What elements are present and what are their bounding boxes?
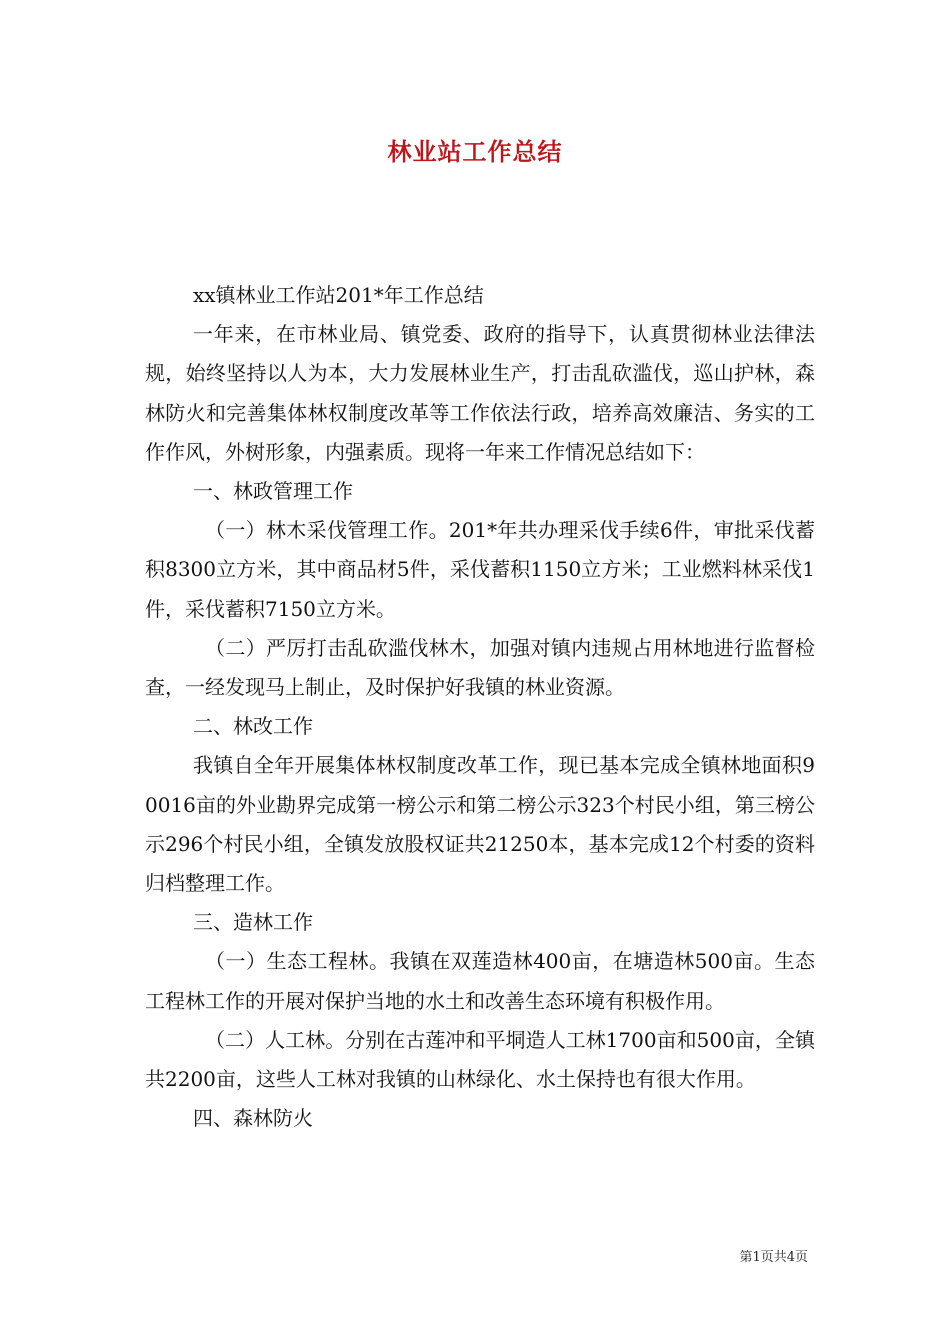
document-title: 林业站工作总结 xyxy=(387,138,563,166)
paragraph-logging-management: （一）林木采伐管理工作。201*年共办理采伐手续6件，审批采伐蓄积8300立方米，其中商品材5件，采伐蓄积1150立方米；工业燃料林采伐1件，采伐蓄积7150立方米。 xyxy=(145,518,815,621)
document-body xyxy=(145,276,815,1138)
paragraph-forest-reform: 我镇自全年开展集体林权制度改革工作，现已基本完成全镇林地面积90016亩的外业勘界完成第一榜公示和第二榜公示323个村民小组，第三榜公示296个村民小组，全镇发放股权证共21250本，基本完成12个村委的资料归档整理工作。 xyxy=(145,753,815,896)
paragraph-heading: xx镇林业工作站201*年工作总结 xyxy=(193,283,484,307)
section-heading-forest-reform: 二、林改工作 xyxy=(193,714,313,739)
paragraph-illegal-logging: （二）严厉打击乱砍滥伐林木，加强对镇内违规占用林地进行监督检查，一经发现马上制止，及时保护好我镇的林业资源。 xyxy=(145,635,815,700)
section-heading-afforestation: 三、造林工作 xyxy=(193,910,313,935)
paragraph-ecological-forest: （一）生态工程林。我镇在双莲造林400亩，在塘造林500亩。生态工程林工作的开展对保护当地的水土和改善生态环境有积极作用。 xyxy=(145,949,815,1013)
section-heading-forestry-admin: 一、林政管理工作 xyxy=(193,479,353,504)
page-number: 第1页共4页 xyxy=(739,1250,808,1265)
paragraph-artificial-forest: （二）人工林。分别在古莲冲和平垌造人工林1700亩和500亩，全镇共2200亩，这些人工林对我镇的山林绿化、水土保持也有很大作用。 xyxy=(145,1027,815,1092)
section-heading-fire-prevention: 四、森林防火 xyxy=(193,1106,313,1131)
paragraph-intro: 一年来，在市林业局、镇党委、政府的指导下，认真贯彻林业法律法规，始终坚持以人为本，大力发展林业生产，打击乱砍滥伐，巡山护林，森林防火和完善集体林权制度改革等工作依法行政，培养高效廉洁、务实的工作作风，外树形象，内强素质。现将一年来工作情况总结如下： xyxy=(145,322,815,464)
